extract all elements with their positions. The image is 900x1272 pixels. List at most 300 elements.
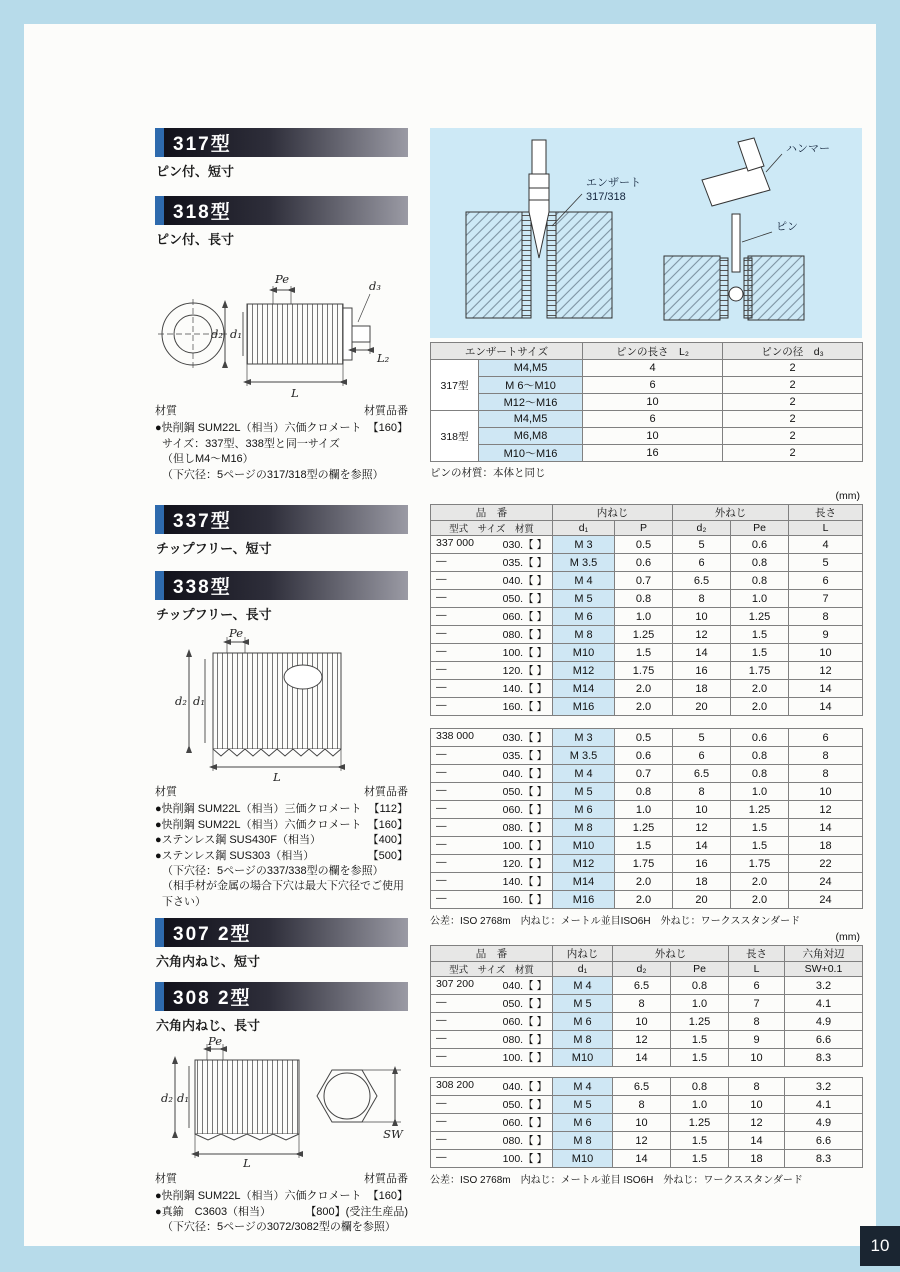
materials-307-308: [155, 1172, 408, 1236]
value-cell: 12: [673, 626, 731, 644]
value-cell: 3.2: [785, 1078, 863, 1096]
value-cell: 2.0: [615, 873, 673, 891]
section-title-337: 337型: [173, 510, 232, 532]
value-cell: 2.0: [731, 680, 789, 698]
material-label: 材質: [155, 1173, 177, 1186]
value-cell: 1.5: [671, 1031, 729, 1049]
materials-header: [155, 1172, 408, 1187]
value-cell: 8.3: [785, 1150, 863, 1168]
value-cell: M 8: [553, 1031, 613, 1049]
value-cell: 1.25: [731, 801, 789, 819]
value-cell: 0.8: [615, 783, 673, 801]
part-number-cell: ― 040.【 】: [431, 572, 553, 590]
column-subheader: SW+0.1: [785, 962, 863, 977]
value-cell: 1.25: [671, 1114, 729, 1132]
material-item: ●ステンレス鋼 SUS430F（相当） 【400】: [155, 834, 408, 847]
unit-label: (mm): [835, 490, 860, 502]
column-header: 外ねじ: [673, 505, 789, 521]
value-cell: 2.0: [615, 698, 673, 716]
value-cell: M10: [553, 837, 615, 855]
table-row: [431, 891, 863, 909]
value-cell: 2: [723, 377, 863, 394]
value-cell: 14: [613, 1150, 671, 1168]
value-cell: 10: [583, 428, 723, 445]
value-cell: 14: [789, 698, 863, 716]
column-header: ピンの径 d₃: [723, 343, 863, 360]
value-cell: 10: [583, 394, 723, 411]
column-subheader: L: [789, 521, 863, 536]
value-cell: M10: [553, 1150, 613, 1168]
value-cell: 1.5: [731, 626, 789, 644]
part-number-cell: ― 060.【 】: [431, 1013, 553, 1031]
banner-337: [155, 505, 408, 534]
column-subheader: 型式 サイズ 材質: [431, 962, 553, 977]
column-header: 品 番: [431, 505, 553, 521]
value-cell: 8: [789, 765, 863, 783]
value-cell: 2.0: [615, 680, 673, 698]
value-cell: 0.5: [615, 536, 673, 554]
column-subheader: d₁: [553, 521, 615, 536]
value-cell: 1.0: [671, 1096, 729, 1114]
value-cell: 0.6: [615, 747, 673, 765]
catalog-sheet: [24, 24, 876, 1246]
value-cell: 14: [729, 1132, 785, 1150]
size-cell: M4,M5: [479, 360, 583, 377]
column-header: ピンの長さ L₂: [583, 343, 723, 360]
value-cell: 16: [583, 445, 723, 462]
value-cell: 16: [673, 662, 731, 680]
drawing-307-308: [155, 1036, 408, 1168]
material-note: （下穴径：5ページの3072/3082型の欄を参照）: [162, 1221, 396, 1234]
table-row: [431, 626, 863, 644]
value-cell: 22: [789, 855, 863, 873]
value-cell: M 4: [553, 572, 615, 590]
value-cell: 6: [583, 377, 723, 394]
column-header: 外ねじ: [613, 946, 729, 962]
value-cell: 6.5: [613, 977, 671, 995]
value-cell: 1.0: [615, 608, 673, 626]
value-cell: 6.5: [673, 572, 731, 590]
value-cell: M14: [553, 680, 615, 698]
part-number-cell: ― 050.【 】: [431, 995, 553, 1013]
value-cell: 12: [613, 1132, 671, 1150]
value-cell: 20: [673, 698, 731, 716]
part-number-cell: ― 140.【 】: [431, 873, 553, 891]
value-cell: 10: [729, 1096, 785, 1114]
value-cell: M10: [553, 1049, 613, 1067]
table-row: [431, 1078, 863, 1096]
value-cell: M10: [553, 644, 615, 662]
value-cell: 1.75: [731, 855, 789, 873]
part-number-cell: 307 200 040.【 】: [431, 977, 553, 995]
label-enzato-type: 317/318: [586, 191, 626, 203]
value-cell: 0.6: [615, 554, 673, 572]
value-cell: 2: [723, 394, 863, 411]
table-row: [431, 572, 863, 590]
banner-317: [155, 128, 408, 157]
material-note: （下穴径：5ページの337/338型の欄を参照）: [162, 864, 384, 877]
value-cell: 0.7: [615, 572, 673, 590]
table-row: [431, 783, 863, 801]
table-row: [431, 801, 863, 819]
left-column: [155, 128, 408, 1236]
value-cell: 3.2: [785, 977, 863, 995]
dim-label-d1: d₁: [230, 327, 242, 341]
value-cell: M 3.5: [553, 554, 615, 572]
value-cell: 14: [789, 819, 863, 837]
right-column: [430, 128, 862, 1186]
part-number-cell: ― 040.【 】: [431, 765, 553, 783]
pin-material-note: ピンの材質：本体と同じ: [430, 467, 546, 479]
table-338: [430, 728, 863, 909]
material-code-label: 材質品番: [364, 1173, 408, 1186]
material-code-label: 材質品番: [364, 405, 408, 417]
value-cell: 14: [789, 680, 863, 698]
value-cell: 8: [729, 1013, 785, 1031]
dim-label-d3: d₃: [369, 279, 381, 293]
part-number-cell: 308 200 040.【 】: [431, 1078, 553, 1096]
value-cell: 2: [723, 445, 863, 462]
value-cell: 1.25: [615, 626, 673, 644]
drawing-337-338: [155, 625, 408, 783]
material-note: サイズ：337型、338型と同一サイズ: [162, 437, 340, 450]
value-cell: 8.3: [785, 1049, 863, 1067]
part-number-cell: ― 100.【 】: [431, 837, 553, 855]
value-cell: 6.5: [673, 765, 731, 783]
value-cell: 4: [583, 360, 723, 377]
dim-label-pe: Pe: [228, 625, 244, 640]
value-cell: M 6: [553, 608, 615, 626]
value-cell: 8: [789, 608, 863, 626]
table-row: [431, 1096, 863, 1114]
column-header: 長さ: [789, 505, 863, 521]
value-cell: 8: [613, 995, 671, 1013]
part-number-cell: ― 050.【 】: [431, 590, 553, 608]
part-number-cell: ― 080.【 】: [431, 1132, 553, 1150]
column-subheader: 型式 サイズ 材質: [431, 521, 553, 536]
material-label: 材質: [155, 785, 177, 798]
value-cell: M 6: [553, 1013, 613, 1031]
table-row: [431, 977, 863, 995]
part-number-cell: ― 080.【 】: [431, 819, 553, 837]
part-number-cell: ― 035.【 】: [431, 554, 553, 572]
dim-label-d2: d₂: [211, 327, 223, 341]
table-row: [431, 377, 863, 394]
material-item: ●快削鋼 SUM22L（相当）六価クロメート 【160】: [155, 818, 408, 831]
value-cell: M 5: [553, 1096, 613, 1114]
value-cell: 4.9: [785, 1013, 863, 1031]
column-subheader: L: [729, 962, 785, 977]
dim-label-d1: d₁: [177, 1091, 189, 1106]
value-cell: 1.5: [671, 1132, 729, 1150]
table-row: [431, 1132, 863, 1150]
column-subheader: d₁: [553, 962, 613, 977]
value-cell: 2.0: [731, 873, 789, 891]
column-subheader: P: [615, 521, 673, 536]
value-cell: 6.6: [785, 1132, 863, 1150]
value-cell: 4.1: [785, 995, 863, 1013]
value-cell: 0.8: [671, 977, 729, 995]
table-row: [431, 428, 863, 445]
materials-3-list: [155, 1189, 408, 1235]
value-cell: 0.7: [615, 765, 673, 783]
dim-label-d1: d₁: [193, 693, 205, 708]
table-337: [430, 504, 863, 716]
value-cell: 14: [673, 837, 731, 855]
value-cell: 16: [673, 855, 731, 873]
table-row: [431, 819, 863, 837]
table-row: [431, 765, 863, 783]
pin-table: [430, 342, 863, 462]
value-cell: 8: [789, 747, 863, 765]
part-number-cell: ― 060.【 】: [431, 801, 553, 819]
value-cell: 6: [583, 411, 723, 428]
value-cell: 1.25: [671, 1013, 729, 1031]
size-cell: M6,M8: [479, 428, 583, 445]
materials-header: [155, 404, 408, 419]
value-cell: 24: [789, 891, 863, 909]
value-cell: M 6: [553, 1114, 613, 1132]
part-number-cell: ― 100.【 】: [431, 1150, 553, 1168]
value-cell: 1.5: [731, 837, 789, 855]
value-cell: 4: [789, 536, 863, 554]
value-cell: 24: [789, 873, 863, 891]
table-row: [431, 747, 863, 765]
column-header: 長さ: [729, 946, 785, 962]
banner-318: [155, 196, 408, 225]
value-cell: 2: [723, 411, 863, 428]
label-pin: ピン: [776, 221, 798, 233]
material-item: ●快削鋼 SUM22L（相当）六価クロメート 【160】: [155, 1190, 408, 1203]
section-title-317: 317型: [173, 134, 232, 155]
value-cell: M 4: [553, 977, 613, 995]
section-subtitle-337: チップフリー、短寸: [156, 540, 272, 556]
value-cell: M12: [553, 855, 615, 873]
material-label: 材質: [155, 405, 177, 417]
value-cell: 4.1: [785, 1096, 863, 1114]
value-cell: 10: [673, 608, 731, 626]
value-cell: 18: [729, 1150, 785, 1168]
value-cell: 1.75: [615, 855, 673, 873]
group-label-cell: 318型: [431, 411, 479, 462]
table-row: [431, 445, 863, 462]
banner-338: [155, 571, 408, 600]
part-number-cell: ― 120.【 】: [431, 855, 553, 873]
value-cell: 14: [673, 644, 731, 662]
value-cell: 1.0: [731, 783, 789, 801]
value-cell: 1.5: [615, 837, 673, 855]
value-cell: 6: [673, 747, 731, 765]
value-cell: 0.8: [671, 1078, 729, 1096]
value-cell: 6: [789, 729, 863, 747]
value-cell: 4.9: [785, 1114, 863, 1132]
part-number-cell: ― 060.【 】: [431, 608, 553, 626]
part-number-cell: ― 160.【 】: [431, 891, 553, 909]
materials-317-318: [155, 404, 408, 483]
value-cell: M 3: [553, 536, 615, 554]
value-cell: 18: [673, 680, 731, 698]
size-cell: M 6～M10: [479, 377, 583, 394]
unit-label: (mm): [835, 931, 860, 943]
value-cell: 10: [789, 783, 863, 801]
value-cell: 7: [729, 995, 785, 1013]
value-cell: 8: [729, 1078, 785, 1096]
value-cell: 14: [613, 1049, 671, 1067]
part-number-cell: ― 100.【 】: [431, 644, 553, 662]
table-row: [431, 554, 863, 572]
value-cell: M 5: [553, 995, 613, 1013]
column-subheader: Pe: [671, 962, 729, 977]
table-row: [431, 698, 863, 716]
value-cell: 0.8: [731, 572, 789, 590]
material-item: ●快削鋼 SUM22L（相当）三価クロメート 【112】: [155, 803, 408, 816]
value-cell: 0.8: [731, 765, 789, 783]
material-code-label: 材質品番: [364, 785, 408, 798]
drawing-317-318: [155, 250, 408, 400]
size-cell: M4,M5: [479, 411, 583, 428]
value-cell: 12: [613, 1031, 671, 1049]
material-note: （下穴径：5ページの317/318型の欄を参照）: [162, 468, 384, 481]
value-cell: M16: [553, 698, 615, 716]
value-cell: 0.6: [731, 536, 789, 554]
materials-header: [155, 785, 408, 800]
size-cell: M12～M16: [479, 394, 583, 411]
value-cell: M 4: [553, 765, 615, 783]
table-row: [431, 1150, 863, 1168]
value-cell: 1.5: [731, 644, 789, 662]
table-row: [431, 536, 863, 554]
banner-307: [155, 918, 408, 947]
group-label-cell: 317型: [431, 360, 479, 411]
value-cell: 1.5: [731, 819, 789, 837]
part-number-cell: ― 050.【 】: [431, 783, 553, 801]
materials-337-338: [155, 785, 408, 910]
value-cell: 6: [673, 554, 731, 572]
value-cell: 0.8: [731, 554, 789, 572]
table-row: [431, 680, 863, 698]
column-subheader: d₂: [613, 962, 671, 977]
dim-label-l: L: [291, 386, 299, 400]
section-subtitle-317: ピン付、短寸: [156, 164, 235, 179]
value-cell: 1.0: [615, 801, 673, 819]
dim-label-l: L: [243, 1156, 251, 1169]
label-hammer: ハンマー: [786, 143, 830, 155]
value-cell: 12: [673, 819, 731, 837]
value-cell: M16: [553, 891, 615, 909]
material-item: ●真鍮 C3603（相当） 【800】(受注生産品): [155, 1205, 408, 1218]
dim-label-d2: d₂: [161, 1091, 173, 1106]
table-row: [431, 873, 863, 891]
column-header: エンザートサイズ: [431, 343, 583, 360]
value-cell: 2.0: [731, 698, 789, 716]
table-row: [431, 394, 863, 411]
value-cell: M 5: [553, 590, 615, 608]
section-title-307: 307 2型: [173, 924, 252, 946]
dim-label-l2: L₂: [377, 351, 390, 365]
value-cell: 1.5: [615, 644, 673, 662]
value-cell: 12: [789, 662, 863, 680]
table-row: [431, 1114, 863, 1132]
value-cell: 0.5: [615, 729, 673, 747]
value-cell: 20: [673, 891, 731, 909]
page-number: 10: [860, 1226, 900, 1266]
value-cell: M 6: [553, 801, 615, 819]
value-cell: 18: [673, 873, 731, 891]
dim-label-sw: SW: [383, 1127, 403, 1142]
section-title-308: 308 2型: [173, 988, 252, 1010]
value-cell: 0.6: [731, 729, 789, 747]
value-cell: 9: [729, 1031, 785, 1049]
dim-label-pe: Pe: [274, 272, 290, 286]
value-cell: M 3: [553, 729, 615, 747]
value-cell: 6.5: [613, 1078, 671, 1096]
value-cell: M 4: [553, 1078, 613, 1096]
value-cell: 2.0: [615, 891, 673, 909]
column-header: 内ねじ: [553, 505, 673, 521]
section-subtitle-308: 六角内ねじ、長寸: [156, 1018, 261, 1034]
part-number-cell: ― 160.【 】: [431, 698, 553, 716]
materials-1-list: [155, 421, 408, 483]
value-cell: 12: [789, 801, 863, 819]
table-row: [431, 608, 863, 626]
table-308: [430, 1077, 863, 1168]
size-cell: M10～M16: [479, 445, 583, 462]
table-row: [431, 644, 863, 662]
value-cell: 12: [729, 1114, 785, 1132]
table-row: [431, 360, 863, 377]
column-header: 品 番: [431, 946, 553, 962]
table-row: [431, 590, 863, 608]
value-cell: 10: [789, 644, 863, 662]
part-number-cell: 337 000 030.【 】: [431, 536, 553, 554]
value-cell: M 5: [553, 783, 615, 801]
value-cell: 1.75: [615, 662, 673, 680]
part-number-cell: ― 050.【 】: [431, 1096, 553, 1114]
material-item: ●快削鋼 SUM22L（相当）六価クロメート 【160】: [155, 422, 408, 435]
part-number-cell: ― 035.【 】: [431, 747, 553, 765]
value-cell: 6: [789, 572, 863, 590]
value-cell: 10: [673, 801, 731, 819]
value-cell: 1.0: [731, 590, 789, 608]
material-note: （相手材が金属の場合下穴は最大下穴径でご使用下さい）: [162, 880, 404, 908]
value-cell: 8: [673, 590, 731, 608]
value-cell: 1.5: [671, 1049, 729, 1067]
section-subtitle-338: チップフリー、長寸: [156, 606, 272, 622]
part-number-cell: ― 060.【 】: [431, 1114, 553, 1132]
section-subtitle-307: 六角内ねじ、短寸: [156, 954, 261, 970]
part-number-cell: ― 140.【 】: [431, 680, 553, 698]
part-number-cell: ― 120.【 】: [431, 662, 553, 680]
table-row: [431, 1031, 863, 1049]
value-cell: 5: [673, 729, 731, 747]
table-row: [431, 1049, 863, 1067]
dim-label-l: L: [273, 769, 281, 783]
materials-2-list: [155, 802, 408, 910]
value-cell: M 8: [553, 819, 615, 837]
table-row: [431, 662, 863, 680]
tolerance-note-2: 公差：ISO 2768m 内ねじ：メートル並目 ISO6H 外ねじ：ワークススタンダード: [430, 1175, 803, 1186]
value-cell: 6: [729, 977, 785, 995]
column-header: 六角対辺: [785, 946, 863, 962]
tolerance-note-1: 公差：ISO 2768m 内ねじ：メートル並目ISO6H 外ねじ：ワークススタンダード: [430, 916, 801, 927]
part-number-cell: ― 100.【 】: [431, 1049, 553, 1067]
column-subheader: Pe: [731, 521, 789, 536]
value-cell: 0.8: [615, 590, 673, 608]
table-307: [430, 945, 863, 1067]
column-subheader: d₂: [673, 521, 731, 536]
value-cell: 2.0: [731, 891, 789, 909]
banner-308: [155, 982, 408, 1011]
